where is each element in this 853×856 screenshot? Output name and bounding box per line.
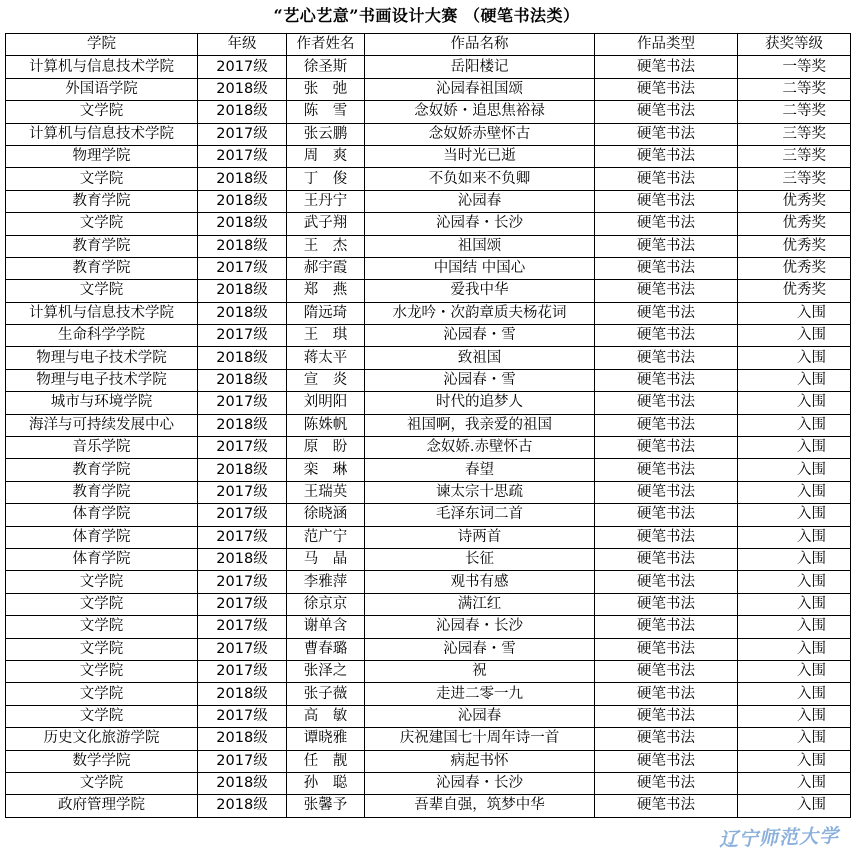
cell-grade: 2018级 (198, 302, 287, 324)
cell-award: 优秀奖 (738, 257, 851, 279)
cell-grade: 2018级 (198, 728, 287, 750)
cell-grade: 2017级 (198, 750, 287, 772)
cell-author: 王丹宁 (287, 190, 365, 212)
cell-grade: 2017级 (198, 481, 287, 503)
cell-grade: 2017级 (198, 593, 287, 615)
cell-college: 文学院 (6, 168, 198, 190)
col-header-work-title: 作品名称 (365, 34, 595, 56)
cell-work-title: 庆祝建国七十周年诗一首 (365, 728, 595, 750)
table-row (6, 257, 851, 279)
cell-award: 入围 (738, 302, 851, 324)
table-row (6, 437, 851, 459)
cell-author: 陈 雪 (287, 101, 365, 123)
table-row (6, 123, 851, 145)
cell-grade: 2017级 (198, 257, 287, 279)
cell-grade: 2017级 (198, 56, 287, 78)
table-row (6, 795, 851, 817)
cell-author: 徐京京 (287, 593, 365, 615)
cell-award: 入围 (738, 526, 851, 548)
cell-award: 入围 (738, 593, 851, 615)
cell-work-title: 走进二零一九 (365, 683, 595, 705)
cell-grade: 2017级 (198, 123, 287, 145)
table-row (6, 78, 851, 100)
cell-work-type: 硬笔书法 (595, 437, 738, 459)
col-header-author: 作者姓名 (287, 34, 365, 56)
cell-work-type: 硬笔书法 (595, 168, 738, 190)
cell-work-title: 满江红 (365, 593, 595, 615)
cell-author: 刘明阳 (287, 392, 365, 414)
cell-college: 文学院 (6, 638, 198, 660)
cell-award: 入围 (738, 437, 851, 459)
cell-author: 周 爽 (287, 145, 365, 167)
cell-author: 王瑞英 (287, 481, 365, 503)
cell-college: 物理与电子技术学院 (6, 347, 198, 369)
cell-work-title: 沁园春・雪 (365, 369, 595, 391)
cell-work-title: 病起书怀 (365, 750, 595, 772)
cell-grade: 2018级 (198, 168, 287, 190)
cell-grade: 2018级 (198, 101, 287, 123)
cell-award: 入围 (738, 347, 851, 369)
cell-work-title: 中国结 中国心 (365, 257, 595, 279)
cell-award: 优秀奖 (738, 235, 851, 257)
cell-work-type: 硬笔书法 (595, 369, 738, 391)
cell-work-title: 沁园春 (365, 190, 595, 212)
cell-work-type: 硬笔书法 (595, 705, 738, 727)
table-row (6, 504, 851, 526)
cell-award: 入围 (738, 705, 851, 727)
cell-college: 文学院 (6, 705, 198, 727)
table-row (6, 369, 851, 391)
cell-award: 三等奖 (738, 123, 851, 145)
cell-author: 曹春璐 (287, 638, 365, 660)
cell-author: 范广宁 (287, 526, 365, 548)
cell-author: 武子翔 (287, 213, 365, 235)
table-body (6, 56, 851, 817)
col-header-work-type: 作品类型 (595, 34, 738, 56)
cell-award: 入围 (738, 548, 851, 570)
cell-grade: 2017级 (198, 705, 287, 727)
col-header-college: 学院 (6, 34, 198, 56)
cell-grade: 2017级 (198, 660, 287, 682)
cell-work-title: 念奴娇赤壁怀古 (365, 123, 595, 145)
cell-college: 计算机与信息技术学院 (6, 56, 198, 78)
table-row (6, 302, 851, 324)
cell-work-type: 硬笔书法 (595, 325, 738, 347)
cell-award: 优秀奖 (738, 213, 851, 235)
cell-college: 历史文化旅游学院 (6, 728, 198, 750)
cell-college: 文学院 (6, 213, 198, 235)
cell-grade: 2018级 (198, 548, 287, 570)
table-row (6, 280, 851, 302)
cell-grade: 2017级 (198, 571, 287, 593)
cell-grade: 2018级 (198, 683, 287, 705)
cell-grade: 2017级 (198, 437, 287, 459)
cell-grade: 2018级 (198, 213, 287, 235)
cell-award: 二等奖 (738, 78, 851, 100)
cell-grade: 2018级 (198, 795, 287, 817)
cell-work-title: 爱我中华 (365, 280, 595, 302)
cell-work-type: 硬笔书法 (595, 683, 738, 705)
cell-author: 张云鹏 (287, 123, 365, 145)
cell-work-type: 硬笔书法 (595, 459, 738, 481)
cell-work-type: 硬笔书法 (595, 660, 738, 682)
cell-college: 文学院 (6, 772, 198, 794)
cell-author: 栾 琳 (287, 459, 365, 481)
table-row (6, 392, 851, 414)
cell-work-title: 毛泽东词二首 (365, 504, 595, 526)
cell-award: 优秀奖 (738, 280, 851, 302)
cell-work-type: 硬笔书法 (595, 78, 738, 100)
table-row (6, 56, 851, 78)
cell-author: 王 琪 (287, 325, 365, 347)
cell-grade: 2018级 (198, 414, 287, 436)
cell-work-type: 硬笔书法 (595, 571, 738, 593)
cell-college: 计算机与信息技术学院 (6, 302, 198, 324)
cell-award: 入围 (738, 616, 851, 638)
cell-author: 丁 俊 (287, 168, 365, 190)
cell-college: 文学院 (6, 593, 198, 615)
cell-author: 张馨予 (287, 795, 365, 817)
cell-author: 陈姝帆 (287, 414, 365, 436)
cell-grade: 2018级 (198, 772, 287, 794)
cell-award: 二等奖 (738, 101, 851, 123)
cell-grade: 2017级 (198, 526, 287, 548)
cell-grade: 2018级 (198, 280, 287, 302)
cell-college: 物理学院 (6, 145, 198, 167)
cell-work-title: 沁园春・长沙 (365, 772, 595, 794)
cell-work-title: 祖国啊，我亲爱的祖国 (365, 414, 595, 436)
page-title: “艺心艺意”书画设计大赛 （硬笔书法类） (273, 6, 580, 25)
cell-work-title: 当时光已逝 (365, 145, 595, 167)
cell-work-title: 吾辈自强，筑梦中华 (365, 795, 595, 817)
table-row (6, 728, 851, 750)
cell-work-title: 谏太宗十思疏 (365, 481, 595, 503)
cell-author: 王 杰 (287, 235, 365, 257)
cell-work-type: 硬笔书法 (595, 481, 738, 503)
col-header-grade: 年级 (198, 34, 287, 56)
cell-college: 教育学院 (6, 190, 198, 212)
cell-college: 物理与电子技术学院 (6, 369, 198, 391)
cell-author: 高 敏 (287, 705, 365, 727)
cell-college: 文学院 (6, 683, 198, 705)
table-row (6, 638, 851, 660)
cell-college: 音乐学院 (6, 437, 198, 459)
cell-author: 李雅萍 (287, 571, 365, 593)
cell-work-type: 硬笔书法 (595, 638, 738, 660)
table-row (6, 481, 851, 503)
table-row (6, 571, 851, 593)
cell-award: 入围 (738, 728, 851, 750)
cell-work-title: 水龙吟・次韵章质夫杨花词 (365, 302, 595, 324)
cell-work-type: 硬笔书法 (595, 392, 738, 414)
cell-author: 蒋太平 (287, 347, 365, 369)
cell-author: 徐圣斯 (287, 56, 365, 78)
cell-college: 文学院 (6, 660, 198, 682)
col-header-award: 获奖等级 (738, 34, 851, 56)
cell-work-title: 祖国颂 (365, 235, 595, 257)
table-row (6, 772, 851, 794)
cell-work-type: 硬笔书法 (595, 302, 738, 324)
cell-grade: 2017级 (198, 145, 287, 167)
cell-award: 三等奖 (738, 145, 851, 167)
cell-award: 入围 (738, 772, 851, 794)
table-row (6, 325, 851, 347)
cell-work-title: 诗两首 (365, 526, 595, 548)
cell-award: 入围 (738, 369, 851, 391)
cell-author: 郝宇霞 (287, 257, 365, 279)
cell-work-title: 沁园春・雪 (365, 638, 595, 660)
cell-work-type: 硬笔书法 (595, 235, 738, 257)
cell-author: 原 盼 (287, 437, 365, 459)
table-row (6, 190, 851, 212)
cell-work-title: 念奴娇.赤壁怀古 (365, 437, 595, 459)
watermark: 辽宁师范大学 (718, 824, 840, 852)
table-row (6, 235, 851, 257)
cell-work-title: 念奴娇・追思焦裕禄 (365, 101, 595, 123)
cell-award: 一等奖 (738, 56, 851, 78)
cell-award: 入围 (738, 392, 851, 414)
cell-work-type: 硬笔书法 (595, 504, 738, 526)
cell-award: 三等奖 (738, 168, 851, 190)
table-row (6, 347, 851, 369)
cell-grade: 2018级 (198, 369, 287, 391)
cell-award: 入围 (738, 504, 851, 526)
cell-college: 教育学院 (6, 481, 198, 503)
cell-work-type: 硬笔书法 (595, 145, 738, 167)
cell-author: 郑 燕 (287, 280, 365, 302)
cell-work-type: 硬笔书法 (595, 56, 738, 78)
cell-college: 体育学院 (6, 526, 198, 548)
cell-college: 政府管理学院 (6, 795, 198, 817)
cell-author: 孙 聪 (287, 772, 365, 794)
cell-author: 隋远琦 (287, 302, 365, 324)
cell-work-type: 硬笔书法 (595, 772, 738, 794)
cell-college: 文学院 (6, 616, 198, 638)
table-row (6, 593, 851, 615)
cell-college: 生命科学学院 (6, 325, 198, 347)
cell-college: 城市与环境学院 (6, 392, 198, 414)
cell-work-type: 硬笔书法 (595, 616, 738, 638)
cell-work-type: 硬笔书法 (595, 190, 738, 212)
cell-college: 计算机与信息技术学院 (6, 123, 198, 145)
cell-award: 入围 (738, 683, 851, 705)
cell-work-type: 硬笔书法 (595, 728, 738, 750)
cell-award: 优秀奖 (738, 190, 851, 212)
table-header-row (6, 34, 851, 56)
cell-work-type: 硬笔书法 (595, 593, 738, 615)
cell-grade: 2018级 (198, 459, 287, 481)
cell-work-type: 硬笔书法 (595, 280, 738, 302)
cell-author: 任 靓 (287, 750, 365, 772)
table-row (6, 459, 851, 481)
cell-grade: 2017级 (198, 392, 287, 414)
cell-college: 教育学院 (6, 257, 198, 279)
table-row (6, 750, 851, 772)
cell-award: 入围 (738, 660, 851, 682)
table-row (6, 213, 851, 235)
table-row (6, 616, 851, 638)
cell-work-type: 硬笔书法 (595, 548, 738, 570)
cell-college: 体育学院 (6, 548, 198, 570)
cell-work-title: 致祖国 (365, 347, 595, 369)
cell-work-title: 沁园春・长沙 (365, 213, 595, 235)
cell-work-title: 沁园春・雪 (365, 325, 595, 347)
table-row (6, 168, 851, 190)
cell-author: 张 弛 (287, 78, 365, 100)
cell-work-title: 岳阳楼记 (365, 56, 595, 78)
cell-work-type: 硬笔书法 (595, 101, 738, 123)
cell-work-title: 观书有感 (365, 571, 595, 593)
table-row (6, 548, 851, 570)
table-row (6, 414, 851, 436)
table-row (6, 660, 851, 682)
cell-grade: 2018级 (198, 78, 287, 100)
cell-grade: 2017级 (198, 504, 287, 526)
cell-work-title: 沁园春祖国颂 (365, 78, 595, 100)
cell-award: 入围 (738, 795, 851, 817)
cell-author: 谢单含 (287, 616, 365, 638)
cell-author: 谭晓雅 (287, 728, 365, 750)
table-row (6, 145, 851, 167)
cell-college: 文学院 (6, 280, 198, 302)
cell-work-title: 时代的追梦人 (365, 392, 595, 414)
cell-work-title: 沁园春 (365, 705, 595, 727)
cell-grade: 2018级 (198, 347, 287, 369)
cell-award: 入围 (738, 325, 851, 347)
cell-work-title: 春望 (365, 459, 595, 481)
cell-work-type: 硬笔书法 (595, 526, 738, 548)
cell-work-type: 硬笔书法 (595, 257, 738, 279)
cell-grade: 2018级 (198, 235, 287, 257)
cell-award: 入围 (738, 750, 851, 772)
cell-author: 宣 炎 (287, 369, 365, 391)
cell-grade: 2017级 (198, 638, 287, 660)
cell-award: 入围 (738, 571, 851, 593)
cell-author: 马 晶 (287, 548, 365, 570)
cell-grade: 2018级 (198, 190, 287, 212)
awards-table (5, 33, 851, 818)
cell-work-type: 硬笔书法 (595, 123, 738, 145)
cell-author: 张子薇 (287, 683, 365, 705)
cell-work-title: 不负如来不负卿 (365, 168, 595, 190)
cell-award: 入围 (738, 414, 851, 436)
table-row (6, 683, 851, 705)
cell-college: 体育学院 (6, 504, 198, 526)
cell-award: 入围 (738, 459, 851, 481)
cell-author: 徐晓涵 (287, 504, 365, 526)
cell-college: 文学院 (6, 571, 198, 593)
cell-grade: 2017级 (198, 325, 287, 347)
cell-work-type: 硬笔书法 (595, 750, 738, 772)
cell-award: 入围 (738, 638, 851, 660)
cell-work-type: 硬笔书法 (595, 414, 738, 436)
table-row (6, 526, 851, 548)
cell-work-title: 长征 (365, 548, 595, 570)
cell-award: 入围 (738, 481, 851, 503)
cell-author: 张泽之 (287, 660, 365, 682)
cell-college: 外国语学院 (6, 78, 198, 100)
cell-work-type: 硬笔书法 (595, 213, 738, 235)
table-row (6, 101, 851, 123)
cell-grade: 2017级 (198, 616, 287, 638)
cell-work-title: 沁园春・长沙 (365, 616, 595, 638)
cell-college: 海洋与可持续发展中心 (6, 414, 198, 436)
cell-college: 数学学院 (6, 750, 198, 772)
cell-work-type: 硬笔书法 (595, 347, 738, 369)
cell-college: 教育学院 (6, 459, 198, 481)
cell-college: 教育学院 (6, 235, 198, 257)
cell-work-title: 祝 (365, 660, 595, 682)
cell-college: 文学院 (6, 101, 198, 123)
table-row (6, 705, 851, 727)
cell-work-type: 硬笔书法 (595, 795, 738, 817)
